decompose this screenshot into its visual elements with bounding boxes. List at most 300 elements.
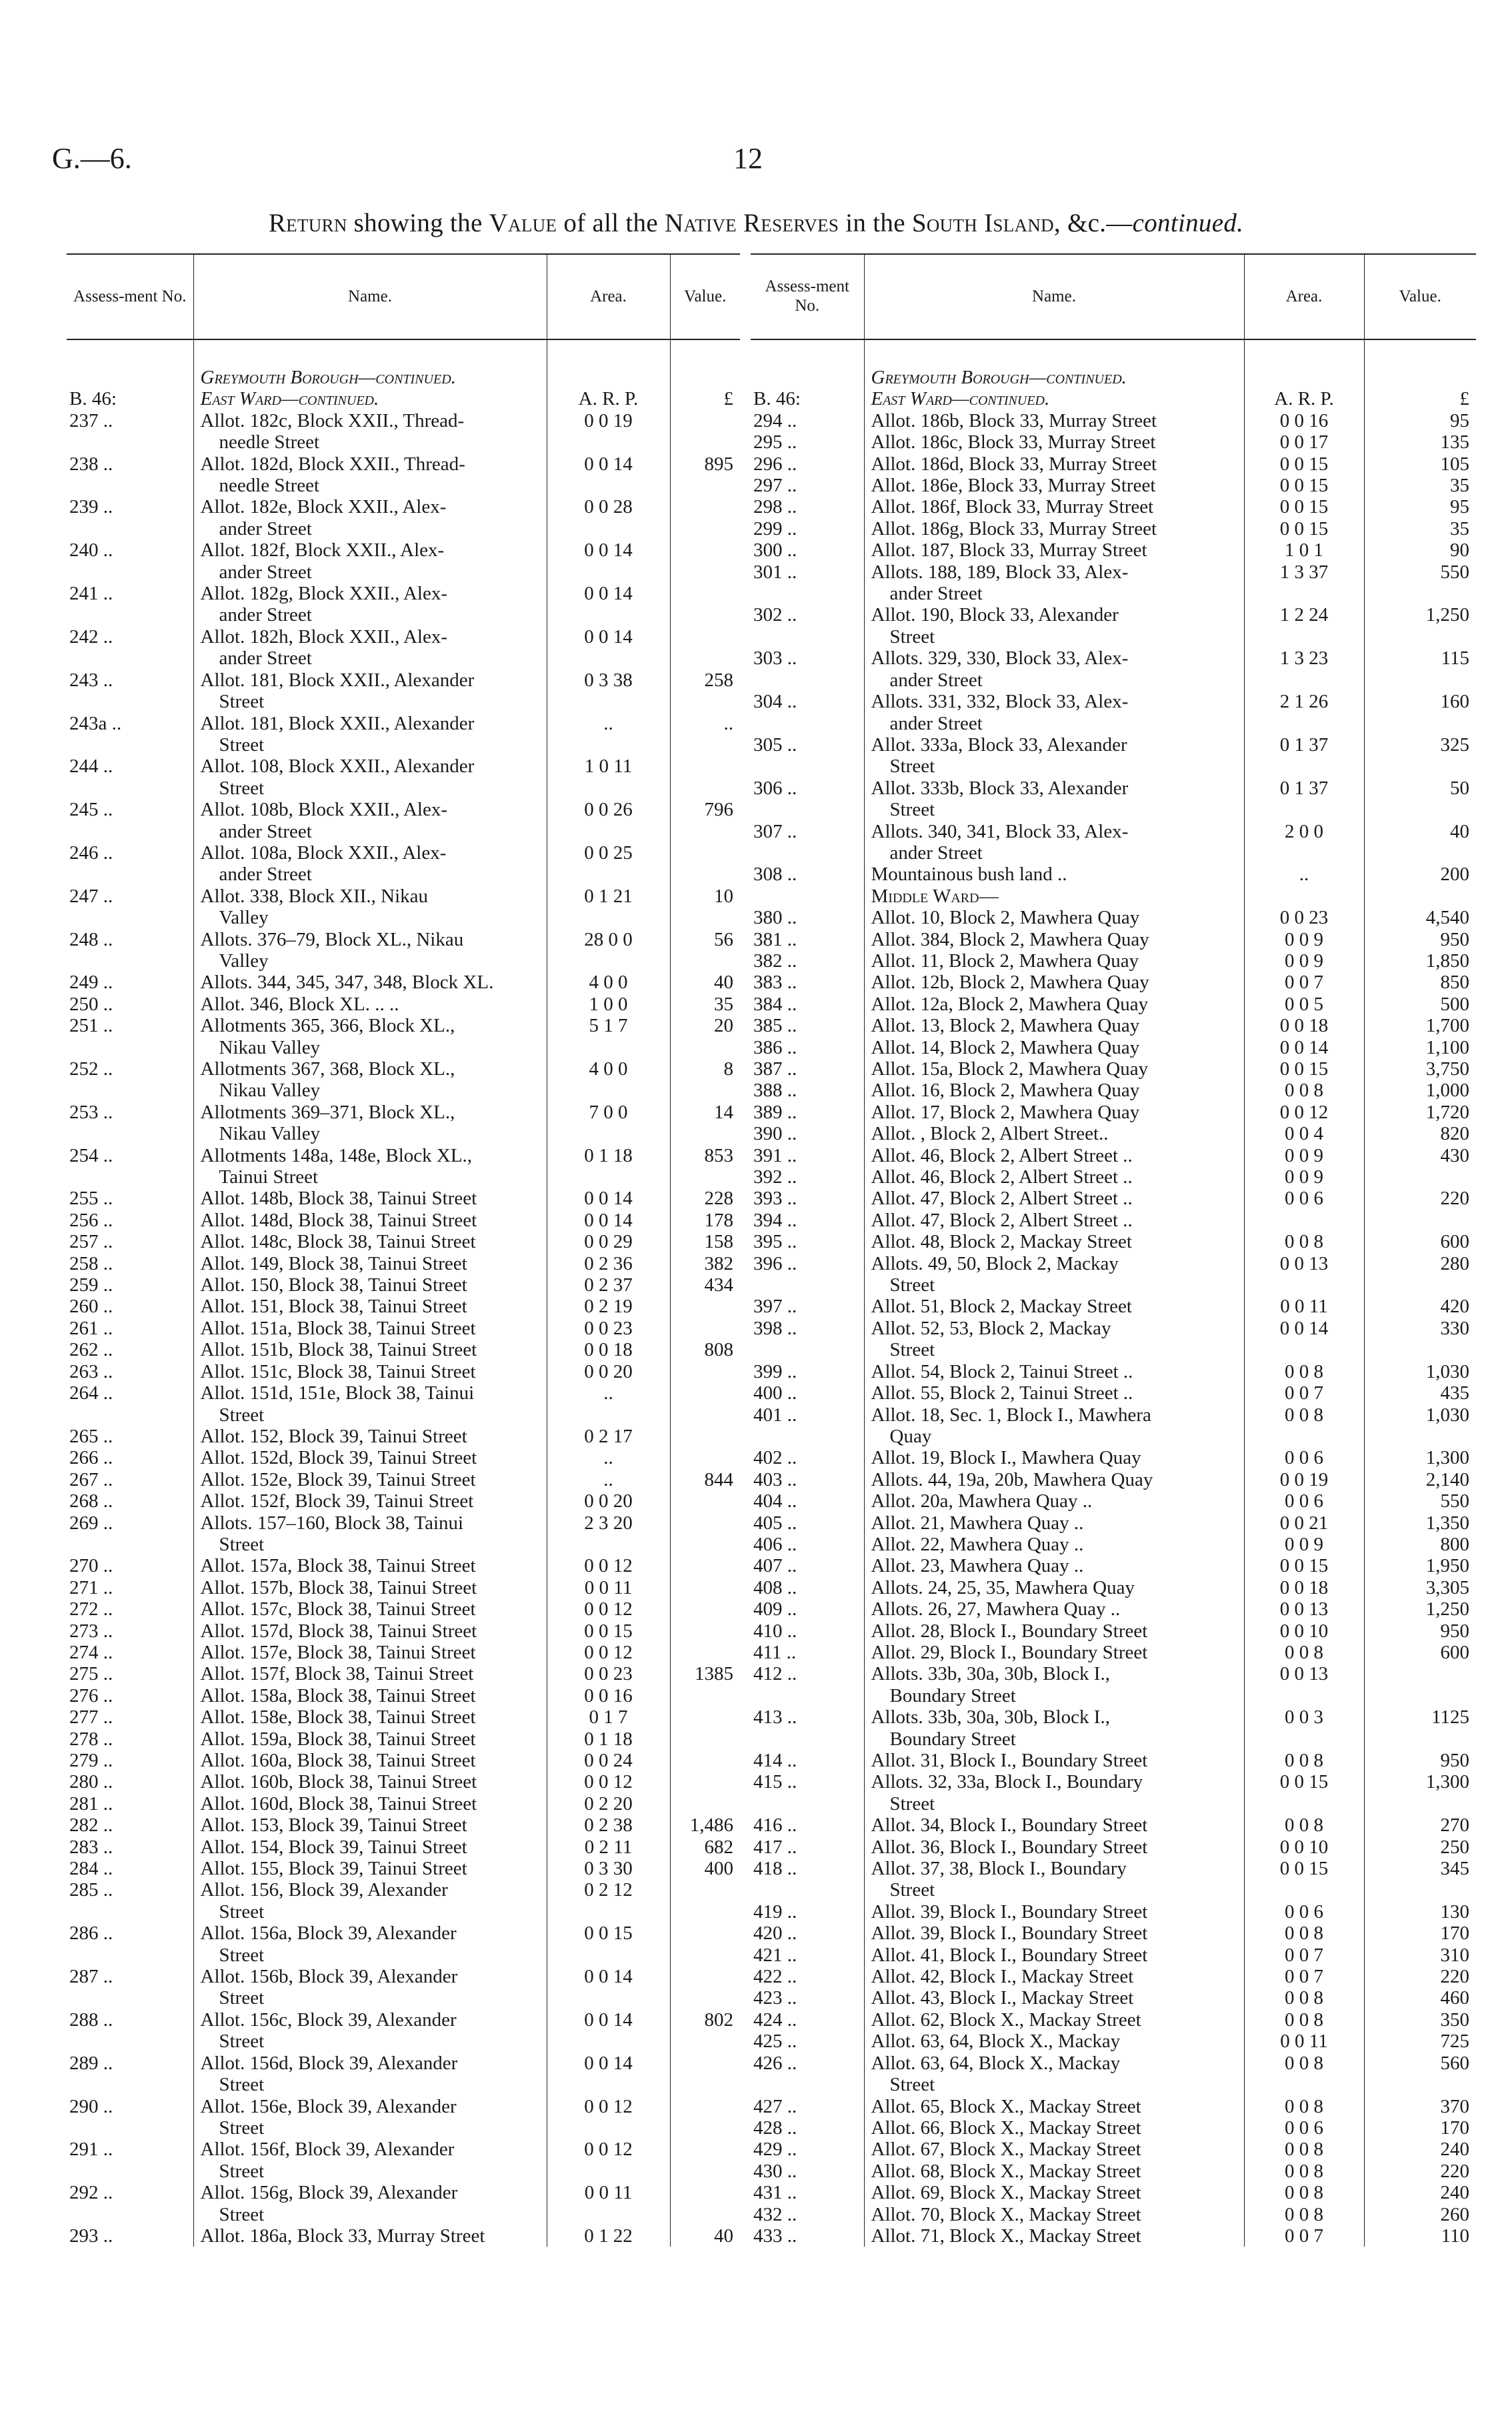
area-cell: 0 0 10 (1244, 1837, 1364, 1858)
table-row (751, 1426, 1476, 1447)
assessment-no-cell (67, 821, 193, 842)
assessment-no-cell (67, 475, 193, 496)
name-cell: Allot. 108a, Block XXII., Alex- (193, 842, 547, 864)
assessment-no-cell: 275 .. (69, 1663, 113, 1685)
table-row (67, 1426, 740, 1447)
name-cell: Allot. 39, Block I., Boundary Street (864, 1923, 1244, 1944)
table-row (67, 1447, 740, 1468)
table-row (751, 2009, 1476, 2031)
value-cell (670, 2096, 740, 2117)
name-cell: Allot. 151b, Block 38, Tainui Street (193, 1339, 547, 1360)
table-row (67, 1188, 740, 1209)
name-cell: Street (864, 756, 1244, 777)
assessment-no-cell: B. 46: (69, 388, 117, 410)
name-cell: Allot. 148b, Block 38, Tainui Street (193, 1188, 547, 1209)
area-cell: 0 0 9 (1244, 1166, 1364, 1188)
value-cell: 35 (1364, 518, 1476, 539)
table-row (67, 799, 740, 820)
table-row (751, 1555, 1476, 1576)
area-cell: 0 0 8 (1244, 1404, 1364, 1426)
value-cell (670, 1166, 740, 1188)
value-cell (670, 1577, 740, 1598)
assessment-no-cell: 412 .. (753, 1663, 797, 1685)
value-cell: 1,720 (1364, 1102, 1476, 1123)
table-row (67, 2031, 740, 2052)
table-row (751, 1469, 1476, 1490)
table-row (67, 648, 740, 669)
assessment-no-cell (751, 799, 864, 820)
assessment-no-cell: 407 .. (753, 1555, 797, 1577)
name-cell: Allot. 151a, Block 38, Tainui Street (193, 1318, 547, 1339)
table-row (67, 1987, 740, 2009)
table-row (751, 518, 1476, 539)
area-cell: 0 0 8 (1244, 2053, 1364, 2074)
name-cell: Allot. 156e, Block 39, Alexander (193, 2096, 547, 2117)
assessment-no-cell: 251 .. (69, 1015, 113, 1037)
value-cell: 200 (1364, 864, 1476, 885)
value-cell (670, 864, 740, 885)
assessment-no-cell: 257 .. (69, 1231, 113, 1253)
table-row (751, 1642, 1476, 1663)
area-cell (1244, 799, 1364, 820)
value-cell: 802 (670, 2009, 740, 2031)
table-row (67, 453, 740, 475)
name-cell: Allot. 158e, Block 38, Tainui Street (193, 1706, 547, 1728)
assessment-no-cell: 291 .. (69, 2139, 113, 2161)
assessment-no-cell (751, 1728, 864, 1750)
table-row (67, 2009, 740, 2031)
assessment-no-cell: 423 .. (753, 1987, 797, 2009)
value-cell: 434 (670, 1274, 740, 1296)
table-row (67, 821, 740, 842)
area-cell (547, 1945, 670, 1966)
name-cell: Allot. 22, Mawhera Quay .. (864, 1534, 1244, 1555)
assessment-no-cell: 279 .. (69, 1750, 113, 1771)
area-cell (1244, 1339, 1364, 1360)
value-cell: 228 (670, 1188, 740, 1209)
value-cell: 178 (670, 1210, 740, 1231)
assessment-no-cell (751, 1879, 864, 1901)
table-row (67, 1253, 740, 1274)
area-cell: 0 0 21 (1244, 1512, 1364, 1534)
area-cell: 0 3 30 (547, 1858, 670, 1879)
name-cell: Allot. 69, Block X., Mackay Street (864, 2182, 1244, 2203)
area-cell: 1 3 37 (1244, 561, 1364, 583)
area-cell: 0 0 15 (1244, 1771, 1364, 1792)
assessment-no-cell (751, 2074, 864, 2095)
area-cell (547, 778, 670, 799)
assessment-no-cell: 394 .. (753, 1209, 797, 1231)
assessment-no-cell: 404 .. (753, 1490, 797, 1512)
name-cell: Allot. 54, Block 2, Tainui Street .. (864, 1361, 1244, 1382)
area-cell: 0 0 28 (547, 496, 670, 517)
name-cell: Allot. 186g, Block 33, Murray Street (864, 518, 1244, 539)
table-row (751, 1945, 1476, 1966)
name-cell: Allot. 384, Block 2, Mawhera Quay (864, 929, 1244, 950)
assessment-no-cell: 265 .. (69, 1425, 113, 1447)
value-cell: 95 (1364, 496, 1476, 517)
area-cell: 0 0 17 (1244, 431, 1364, 453)
name-cell: Street (193, 2117, 547, 2139)
name-cell: Allot. 37, 38, Block I., Boundary (864, 1858, 1244, 1879)
table-row (751, 1210, 1476, 1231)
value-cell (670, 734, 740, 756)
table-row (67, 713, 740, 734)
table-row (751, 1037, 1476, 1058)
name-cell: Allot. 156c, Block 39, Alexander (193, 2009, 547, 2031)
table-row (751, 1318, 1476, 1339)
table-row (751, 950, 1476, 972)
table-row (67, 950, 740, 972)
value-cell: 1125 (1364, 1706, 1476, 1728)
value-cell (670, 1296, 740, 1317)
value-cell (670, 1771, 740, 1792)
assessment-no-cell: 303 .. (753, 648, 797, 670)
table-row (67, 1750, 740, 1771)
assessment-no-cell: 422 .. (753, 1966, 797, 1988)
area-cell: 0 0 8 (1244, 1361, 1364, 1382)
value-cell (670, 475, 740, 496)
table-row (67, 1814, 740, 1836)
area-cell: 0 0 14 (547, 1188, 670, 1209)
area-cell (1244, 583, 1364, 604)
value-cell (1364, 367, 1476, 388)
area-cell: 4 0 0 (547, 972, 670, 993)
assessment-no-cell: 393 .. (753, 1188, 797, 1210)
assessment-no-cell: 390 .. (753, 1123, 797, 1145)
value-cell (670, 1123, 740, 1144)
assessment-no-cell: 242 .. (69, 626, 113, 648)
assessment-no-cell: 280 .. (69, 1771, 113, 1793)
table-row (67, 1858, 740, 1879)
area-cell: .. (547, 1382, 670, 1404)
assessment-no-cell (67, 2117, 193, 2139)
name-cell: Street (864, 1274, 1244, 1296)
area-cell: 0 0 20 (547, 1361, 670, 1382)
name-cell: Allots. 24, 25, 35, Mawhera Quay (864, 1577, 1244, 1598)
table-row (751, 583, 1476, 604)
table-row (751, 2074, 1476, 2095)
value-cell (670, 778, 740, 799)
value-cell: 800 (1364, 1534, 1476, 1555)
name-cell: Street (193, 778, 547, 799)
table-row (67, 2074, 740, 2095)
value-cell: 20 (670, 1015, 740, 1036)
area-cell: 0 0 7 (1244, 1945, 1364, 1966)
area-cell: 0 0 19 (1244, 1469, 1364, 1490)
table-row (67, 2053, 740, 2074)
area-cell: 0 0 12 (547, 2096, 670, 2117)
name-cell: Allot. 157f, Block 38, Tainui Street (193, 1663, 547, 1684)
table-row (751, 410, 1476, 431)
assessment-no-cell: 308 .. (753, 864, 797, 886)
assessment-no-cell (751, 1339, 864, 1360)
value-cell (670, 604, 740, 626)
area-cell (547, 1166, 670, 1188)
assessment-no-cell: 414 .. (753, 1750, 797, 1771)
name-cell: ander Street (193, 648, 547, 669)
value-cell: 35 (670, 994, 740, 1015)
assessment-no-cell: 304 .. (753, 691, 797, 713)
name-cell: ander Street (193, 821, 547, 842)
value-cell (670, 1620, 740, 1642)
area-cell: 0 0 18 (547, 1339, 670, 1360)
table-row (67, 1728, 740, 1750)
name-cell: Allot. 160b, Block 38, Tainui Street (193, 1771, 547, 1792)
area-cell: 0 0 12 (1244, 1102, 1364, 1123)
value-cell: 600 (1364, 1642, 1476, 1663)
table-row (67, 1966, 740, 1987)
assessment-no-cell: 246 .. (69, 842, 113, 864)
name-cell: Valley (193, 907, 547, 928)
value-cell: 40 (1364, 821, 1476, 842)
table-row (67, 1685, 740, 1706)
assessment-no-cell: 255 .. (69, 1188, 113, 1210)
area-cell: 0 2 36 (547, 1253, 670, 1274)
column-header-assessment-no: Assess-ment No. (751, 254, 864, 339)
assessment-no-cell: 269 .. (69, 1512, 113, 1534)
area-cell: .. (547, 1447, 670, 1468)
name-cell: Allot. 186e, Block 33, Murray Street (864, 475, 1244, 496)
table-row (67, 842, 740, 864)
table-row (67, 1274, 740, 1296)
value-cell (670, 2182, 740, 2203)
area-cell: 0 0 14 (547, 626, 670, 648)
table-row (67, 1058, 740, 1080)
name-cell: Allots. 32, 33a, Block I., Boundary (864, 1771, 1244, 1792)
area-cell: 0 0 18 (1244, 1015, 1364, 1036)
name-cell: Allot. 152d, Block 39, Tainui Street (193, 1447, 547, 1468)
table-row (751, 734, 1476, 756)
name-cell: Allots. 44, 19a, 20b, Mawhera Quay (864, 1469, 1244, 1490)
assessment-no-cell: 397 .. (753, 1296, 797, 1318)
table-row (751, 864, 1476, 885)
name-cell: Allot. 20a, Mawhera Quay .. (864, 1490, 1244, 1512)
name-cell: Boundary Street (864, 1685, 1244, 1706)
name-cell: Allot. 187, Block 33, Murray Street (864, 539, 1244, 561)
name-cell: Allot. 70, Block X., Mackay Street (864, 2204, 1244, 2225)
area-cell: 0 2 20 (547, 1793, 670, 1814)
value-cell: £ (1364, 388, 1476, 409)
table-row (67, 1945, 740, 1966)
name-cell: Street (864, 799, 1244, 820)
value-cell (670, 1037, 740, 1058)
area-cell (547, 518, 670, 539)
assessment-no-cell: 284 .. (69, 1858, 113, 1880)
assessment-no-cell: 405 .. (753, 1512, 797, 1534)
value-cell: 2,140 (1364, 1469, 1476, 1490)
name-cell: Valley (193, 950, 547, 972)
assessment-no-cell (67, 2161, 193, 2182)
assessment-no-cell: 238 .. (69, 453, 113, 475)
assessment-no-cell (67, 691, 193, 712)
name-cell: Mountainous bush land .. (864, 864, 1244, 885)
value-cell (1364, 1339, 1476, 1360)
table-row (67, 929, 740, 950)
value-cell: 258 (670, 670, 740, 691)
area-cell (547, 907, 670, 928)
assessment-no-cell: 381 .. (753, 928, 797, 950)
area-cell: 0 0 6 (1244, 1188, 1364, 1209)
value-cell (1364, 713, 1476, 734)
table-row (67, 756, 740, 777)
area-cell (1244, 1210, 1364, 1231)
area-cell: 0 0 8 (1244, 1231, 1364, 1252)
area-cell: 0 0 12 (547, 1555, 670, 1576)
assessment-no-cell (67, 2031, 193, 2052)
area-cell: 0 0 15 (547, 1620, 670, 1642)
assessment-no-cell (67, 778, 193, 799)
name-cell: Allot. 62, Block X., Mackay Street (864, 2009, 1244, 2031)
name-cell: Allot. 152e, Block 39, Tainui Street (193, 1469, 547, 1490)
assessment-no-cell (67, 1901, 193, 1923)
area-cell (547, 1901, 670, 1923)
name-cell: Allot. 338, Block XII., Nikau (193, 886, 547, 907)
name-cell: Tainui Street (193, 1166, 547, 1188)
table-row (67, 410, 740, 431)
name-cell: Allot. 154, Block 39, Tainui Street (193, 1837, 547, 1858)
assessment-no-cell: 248 .. (69, 928, 113, 950)
value-cell (670, 1534, 740, 1555)
value-cell (670, 1382, 740, 1404)
area-cell (1244, 886, 1364, 907)
area-cell (547, 1987, 670, 2009)
assessment-no-cell: 300 .. (753, 539, 797, 561)
area-cell: 0 0 12 (547, 1642, 670, 1663)
name-cell: Allot. 151d, 151e, Block 38, Tainui (193, 1382, 547, 1404)
table-row (751, 1080, 1476, 1101)
area-cell: 1 3 23 (1244, 648, 1364, 669)
name-cell: Allot. 160a, Block 38, Tainui Street (193, 1750, 547, 1771)
section-heading-row (751, 367, 1476, 388)
assessment-no-cell: 250 .. (69, 993, 113, 1015)
name-cell: Allot. 47, Block 2, Albert Street .. (864, 1210, 1244, 1231)
area-cell (547, 1037, 670, 1058)
value-cell: 950 (1364, 1750, 1476, 1771)
area-cell: 0 0 11 (1244, 1296, 1364, 1317)
value-cell (670, 367, 740, 388)
value-cell: 420 (1364, 1296, 1476, 1317)
area-cell (547, 1080, 670, 1101)
area-cell: 0 2 12 (547, 1879, 670, 1901)
name-cell: Allot. 148c, Block 38, Tainui Street (193, 1231, 547, 1252)
value-cell (670, 2031, 740, 2052)
table-row (67, 1145, 740, 1166)
table-row (751, 2117, 1476, 2139)
area-cell: 0 0 14 (547, 583, 670, 604)
area-cell: 0 0 7 (1244, 1966, 1364, 1987)
assessment-no-cell (67, 561, 193, 583)
table-row (751, 778, 1476, 799)
document-code: G.—6. (52, 142, 132, 175)
table-row (751, 1706, 1476, 1728)
table-row (67, 1469, 740, 1490)
assessment-no-cell: 237 .. (69, 409, 113, 431)
area-cell (1244, 367, 1364, 388)
area-cell (1244, 842, 1364, 864)
area-cell: 0 3 38 (547, 670, 670, 691)
name-cell: Allot. 108b, Block XXII., Alex- (193, 799, 547, 820)
assessment-no-cell (751, 367, 864, 388)
value-cell (1364, 1663, 1476, 1684)
assessment-no-cell: 307 .. (753, 820, 797, 842)
name-cell: ander Street (864, 583, 1244, 604)
value-cell: 105 (1364, 453, 1476, 475)
value-cell (670, 1447, 740, 1468)
table-row (67, 1642, 740, 1663)
value-cell: 95 (1364, 410, 1476, 431)
value-cell: 850 (1364, 972, 1476, 993)
name-cell: Street (864, 626, 1244, 648)
assessment-no-cell: 298 .. (753, 496, 797, 518)
name-cell: Allot. 346, Block XL. .. .. (193, 994, 547, 1015)
name-cell: needle Street (193, 475, 547, 496)
assessment-no-cell: 416 .. (753, 1814, 797, 1837)
value-cell: 330 (1364, 1318, 1476, 1339)
table-row (67, 1663, 740, 1684)
assessment-no-cell (751, 670, 864, 691)
name-cell: Allot. 151, Block 38, Tainui Street (193, 1296, 547, 1317)
assessment-no-cell (67, 367, 193, 388)
name-cell: Allot. 17, Block 2, Mawhera Quay (864, 1102, 1244, 1123)
value-cell (670, 410, 740, 431)
table-row (67, 2117, 740, 2139)
area-cell: 0 0 14 (547, 539, 670, 561)
area-cell: 0 2 19 (547, 1296, 670, 1317)
value-cell: 1,350 (1364, 1512, 1476, 1534)
area-cell: 0 0 6 (1244, 1901, 1364, 1923)
assessment-no-cell: 428 .. (753, 2117, 797, 2139)
area-cell: 0 2 38 (547, 1814, 670, 1836)
value-cell: 853 (670, 1145, 740, 1166)
area-cell: 0 0 8 (1244, 1750, 1364, 1771)
table-row (67, 518, 740, 539)
table-row (67, 1534, 740, 1555)
assessment-no-cell (751, 626, 864, 648)
name-cell: Allots. 157–160, Block 38, Tainui (193, 1512, 547, 1534)
area-cell (1244, 1793, 1364, 1814)
assessment-no-cell: 302 .. (753, 604, 797, 626)
assessment-no-cell: 433 .. (753, 2225, 797, 2247)
column-header-name: Name. (193, 254, 547, 339)
name-cell: Allot. 31, Block I., Boundary Street (864, 1750, 1244, 1771)
table-row (67, 2161, 740, 2182)
assessment-no-cell: 289 .. (69, 2052, 113, 2074)
value-cell (670, 2074, 740, 2095)
name-cell: Greymouth Borough—continued. (193, 367, 547, 388)
table-row (67, 1837, 740, 1858)
table-row (67, 864, 740, 885)
area-cell (547, 367, 670, 388)
value-cell: 1,300 (1364, 1447, 1476, 1468)
assessment-no-cell: 254 .. (69, 1144, 113, 1166)
area-cell (547, 475, 670, 496)
value-cell: 1385 (670, 1663, 740, 1684)
value-cell (670, 2161, 740, 2182)
assessment-no-cell: 247 .. (69, 885, 113, 907)
value-cell (670, 1642, 740, 1663)
name-cell: Allot. 156f, Block 39, Alexander (193, 2139, 547, 2160)
value-cell: 370 (1364, 2096, 1476, 2117)
name-cell: Street (193, 1901, 547, 1923)
area-cell (547, 561, 670, 583)
assessment-no-cell: 239 .. (69, 496, 113, 518)
value-cell (670, 1901, 740, 1923)
area-cell: 1 0 1 (1244, 539, 1364, 561)
assessment-no-cell: 252 .. (69, 1058, 113, 1080)
value-cell (670, 496, 740, 517)
area-cell: 0 0 15 (1244, 1555, 1364, 1576)
